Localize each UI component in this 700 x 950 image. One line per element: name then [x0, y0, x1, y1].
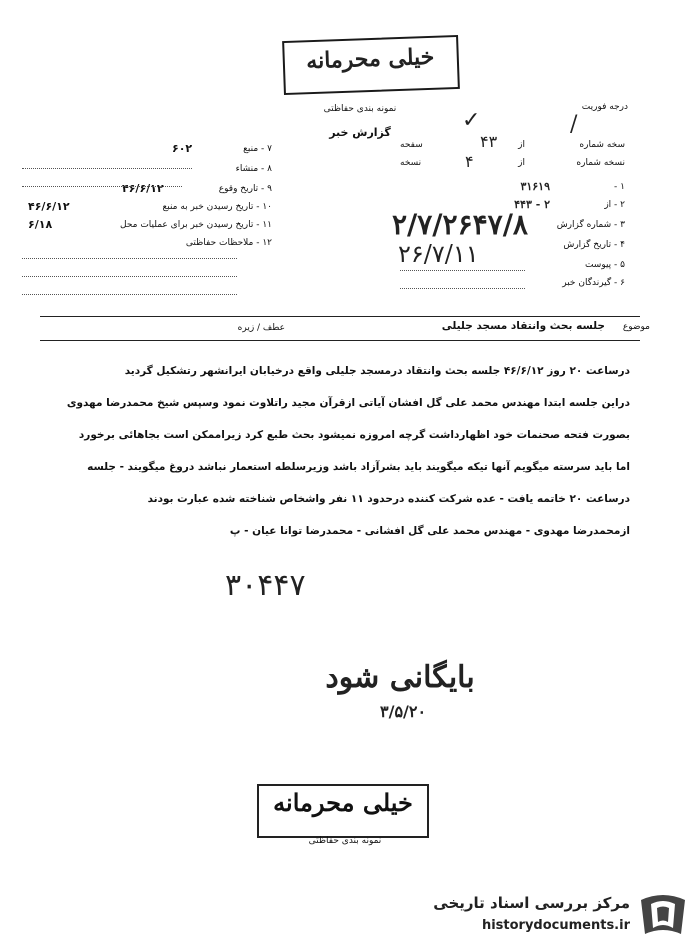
- field-1-label: ۱ -: [614, 182, 625, 192]
- occurrence-date-label: ۹ - تاریخ وقوع: [218, 184, 272, 194]
- reference-label: عطف / زیره: [237, 323, 285, 333]
- body-line: دراین جلسه ابتدا مهندس محمد علی گل افشان آیاتی ازقرآن مجید راتلاوت نمود وسپس شیخ محمدرضا مهدوی: [66, 397, 630, 409]
- form-subtitle: نمونه بندی حفاظتی: [323, 104, 397, 114]
- handwritten-mark: ✓: [462, 108, 481, 133]
- duplicate-number-value: ۴: [465, 152, 474, 171]
- watermark-title: مرکز بررسی اسناد تاریخی: [433, 894, 630, 912]
- dotted-line: [22, 276, 237, 277]
- classification-stamp-text: خیلی محرمانه: [305, 43, 435, 75]
- operations-date-label: ۱۱ - تاریخ رسیدن خبر برای عملیات محل: [120, 220, 272, 230]
- copy-number-value: ۴۳: [480, 132, 498, 151]
- subject-text: جلسه بحث وانتقاد مسجد جلیلی: [441, 320, 605, 332]
- body-line: اما باید سرسته میگویم آنها تیکه میگویند باید بشرآزاد باشد وزیرسلطه استعمار نباشد دروغ میگویند - جلسه: [87, 461, 630, 473]
- body-line: درساعت ۲۰ روز ۴۶/۶/۱۲ جلسه بحث وانتقاد درمسجد جلیلی واقع درخیابان ایرانشهر رتشکیل گردید: [124, 365, 630, 377]
- duplicate-number-of: از: [518, 158, 525, 168]
- recipients-label: ۶ - گیرندگان خبر: [562, 278, 625, 288]
- copy-number-field: سخه شماره: [579, 140, 625, 150]
- classification-stamp-bottom: [257, 784, 429, 838]
- field-2-label: ۲ - از: [604, 200, 625, 210]
- dotted-line: [400, 270, 525, 271]
- separator-line: [40, 316, 640, 317]
- origin-label: ۸ - منشاء: [235, 164, 272, 174]
- duplicate-number-label: نسخه شماره: [576, 158, 625, 168]
- report-date-label: ۴ - تاریخ گزارش: [563, 240, 625, 250]
- copy-number-of: از: [518, 140, 525, 150]
- dotted-line: [400, 288, 525, 289]
- field-1-value: ۳۱۶۱۹: [520, 180, 550, 193]
- operations-date-value: ۶/۱۸: [28, 218, 53, 231]
- source-value: ۶۰۲: [172, 142, 193, 155]
- left-field-block: [22, 140, 272, 310]
- handwritten-reference-date: ۲۶/۷/۱۱: [398, 240, 479, 268]
- dotted-line: [22, 258, 237, 259]
- classification-stamp-top: [282, 35, 460, 95]
- handwritten-reference-number: ۲/۷/۲۶۴۷/۸: [392, 208, 528, 241]
- body-line: درساعت ۲۰ خاتمه یافت - عده شرکت کننده درحدود ۱۱ نفر واشخاص شناخته شده عبارت بودند: [147, 493, 630, 505]
- attachment-label: ۵ - پیوست: [584, 260, 625, 270]
- occurrence-date-value: ۴۶/۶/۱۲: [122, 182, 164, 195]
- received-date-label: ۱۰ - تاریخ رسیدن خبر به منبع: [162, 202, 272, 212]
- field-2-value: ۴۴۳ - ۲: [514, 198, 550, 211]
- dotted-line: [22, 186, 182, 187]
- security-notes-label: ۱۲ - ملاحظات حفاظتی: [185, 238, 272, 248]
- archive-date: ۳/۵/۲۰: [380, 702, 427, 721]
- bottom-stamp-text: خیلی محرمانه: [273, 788, 413, 817]
- received-date-value: ۴۶/۶/۱۲: [28, 200, 70, 213]
- handwritten-file-number: ۳۰۴۴۷: [225, 568, 306, 603]
- priority-label: درجه فوریت: [581, 102, 628, 112]
- body-line: بصورت فتحه صحنمات خود اظهارداشت گرچه امروزه نمیشود بحث طبع کرد زیراممکن است بجاهائی برخورد: [78, 429, 630, 441]
- bottom-stamp-subtext: نمونه بندی حفاظتی: [308, 836, 382, 846]
- archive-instruction: بایگانی شود: [325, 660, 475, 695]
- duplicate-number-copy: نسخه: [400, 158, 422, 168]
- separator-line: [40, 340, 640, 341]
- subject-label: موضوع: [622, 322, 650, 332]
- body-line: ازمحمدرضا مهدوی - مهندس محمد علی گل افشانی - محمدرضا توانا عیان - پ: [229, 525, 630, 537]
- source-label: ۷ - منبع: [243, 144, 272, 154]
- copy-number-page: سفحه: [400, 140, 423, 150]
- dotted-line: [22, 168, 192, 169]
- report-number-label: ۳ - شماره گزارش: [556, 220, 625, 230]
- handwritten-mark: /: [570, 112, 578, 137]
- dotted-line: [22, 294, 237, 295]
- watermark-url: historydocuments.ir: [481, 918, 630, 933]
- report-title: گزارش خبر: [329, 126, 391, 139]
- archive-logo-icon: [637, 890, 689, 938]
